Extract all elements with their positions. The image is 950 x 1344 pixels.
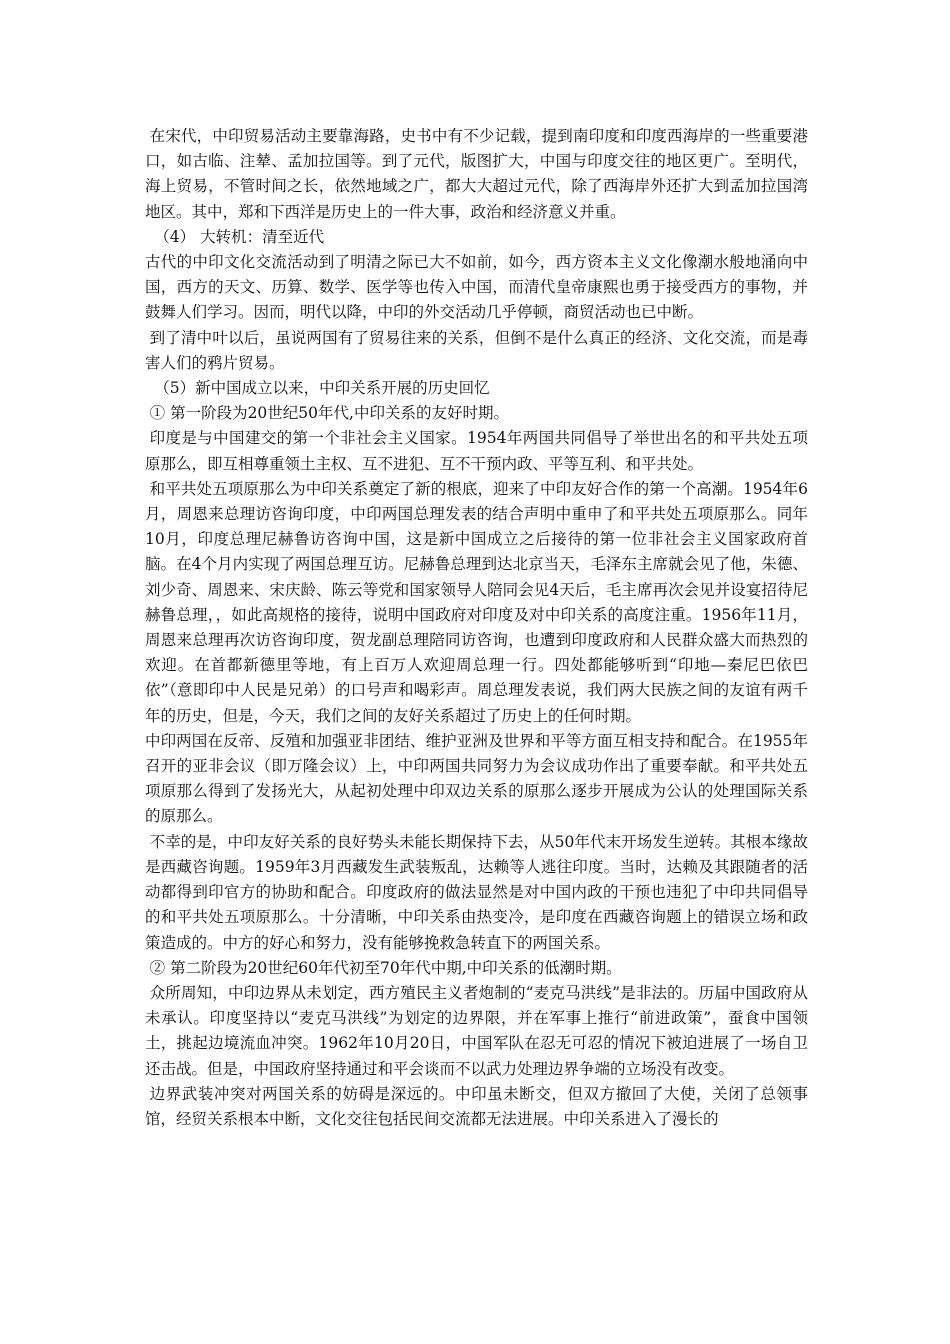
stage-one-heading: ① 第一阶段为20世纪50年代,中印关系的友好时期。 bbox=[149, 404, 509, 423]
paragraph-relations-impact: 边界武装冲突对两国关系的妨碍是深远的。中印虽未断交，但双方撤回了大使，关闭了总领事馆，经贸关系根本中断，文化交往包括民间交流都无法进展。中印关系进入了漫长的 bbox=[145, 1084, 808, 1128]
stage-two-heading: ② 第二阶段为20世纪60年代初至70年代中期,中印关系的低潮时期。 bbox=[149, 958, 622, 977]
paragraph-border-conflict: 众所周知，中印边界从未划定，西方殖民主义者炮制的“麦克马洪线”是非法的。历届中国政府从未承认。印度坚持以“麦克马洪线”为划定的边界限，并在军事上推行“前进政策”，蚕食中国领土，挑起边境流血冲突。1962年10月20日，中国军队在忍无可忍的情况下被迫进展了一场自卫还击战。但是，中国政府坚持通过和平会谈而不以武力处理边界争端的立场没有改变。 bbox=[145, 983, 808, 1078]
section-heading-4: （4） 大转机：清至近代 bbox=[154, 227, 325, 246]
paragraph-opium-trade: 到了清中叶以后，虽说两国有了贸易往来的关系，但倒不是什么真正的经济、文化交流，而是毒害人们的鸦片贸易。 bbox=[145, 328, 808, 372]
paragraph-song-yuan-ming-trade: 在宋代，中印贸易活动主要靠海路，史书中有不少记载，提到南印度和印度西海岸的一些重要港口，如古临、注辇、孟加拉国等。到了元代，版图扩大，中国与印度交往的地区更广。至明代，海上贸易，不管时间之长，依然地域之广，都大大超过元代，除了西海岸外还扩大到孟加拉国湾地区。其中，郑和下西洋是历史上的一件大事，政治和经济意义并重。 bbox=[145, 127, 808, 221]
document-body bbox=[145, 124, 808, 1132]
paragraph-five-principles: 和平共处五项原那么为中印关系奠定了新的根底，迎来了中印友好合作的第一个高潮。1954年6月，周恩来总理访咨询印度，中印两国总理发表的结合声明中重申了和平共处五项原那么。同年10月，印度总理尼赫鲁访咨询中国，这是新中国成立之后接待的第一位非社会主义国家政府首脑。在4个月内实现了两国总理互访。尼赫鲁总理到达北京当天，毛泽东主席就会见了他，朱德、刘少奇、周恩来、宋庆龄、陈云等党和国家领导人陪同会见4天后，毛主席再次会见并设宴招待尼赫鲁总理，，如此高规格的接待，说明中国政府对印度及对中印关系的高度注重。1956年11月，周恩来总理再次访咨询印度，贺龙副总理陪同访咨询，也遭到印度政府和人民群众盛大而热烈的欢迎。在首都新德里等地，有上百万人欢迎周总理一行。四处都能够听到“印地—秦尼巴依巴依”（意即印中人民是兄弟）的口号声和喝彩声。周总理发表说，我们两大民族之间的友谊有两千年的历史，但是，今天，我们之间的友好关系超过了历史上的任何时期。 bbox=[145, 479, 808, 725]
paragraph-first-diplomacy: 印度是与中国建交的第一个非社会主义国家。1954年两国共同倡导了举世出名的和平共处五项原那么，即互相尊重领土主权、互不进犯、互不干预内政、平等互利、和平共处。 bbox=[145, 429, 808, 473]
paragraph-ming-qing-decline: 古代的中印文化交流活动到了明清之际已大不如前，如今，西方资本主义文化像潮水般地涌向中国，西方的天文、历算、数学、医学等也传入中国，而清代皇帝康熙也勇于接受西方的事物，并鼓舞人们学习。因而，明代以降，中印的外交活动几乎停顿，商贸活动也已中断。 bbox=[145, 253, 808, 322]
paragraph-bandung: 中印两国在反帝、反殖和加强亚非团结、维护亚洲及世界和平等方面互相支持和配合。在1955年召开的亚非会议（即万隆会议）上，中印两国共同努力为会议成功作出了重要奉献。和平共处五项原那么得到了发扬光大，从起初处理中印双边关系的原那么逐步开展成为公认的处理国际关系的原那么。 bbox=[145, 731, 808, 826]
section-heading-5: （5）新中国成立以来，中印关系开展的历史回忆 bbox=[154, 379, 490, 398]
paragraph-tibet-issue: 不幸的是，中印友好关系的良好势头未能长期保持下去，从50年代末开场发生逆转。其根本缘故是西藏咨询题。1959年3月西藏发生武装叛乱，达赖等人逃往印度。当时，达赖及其跟随者的活动都得到印官方的协助和配合。印度政府的做法显然是对中国内政的干预也违犯了中印共同倡导的和平共处五项原那么。十分清晰，中印关系由热变冷，是印度在西藏咨询题上的错误立场和政策造成的。中方的好心和努力，没有能够挽救急转直下的两国关系。 bbox=[145, 832, 808, 952]
